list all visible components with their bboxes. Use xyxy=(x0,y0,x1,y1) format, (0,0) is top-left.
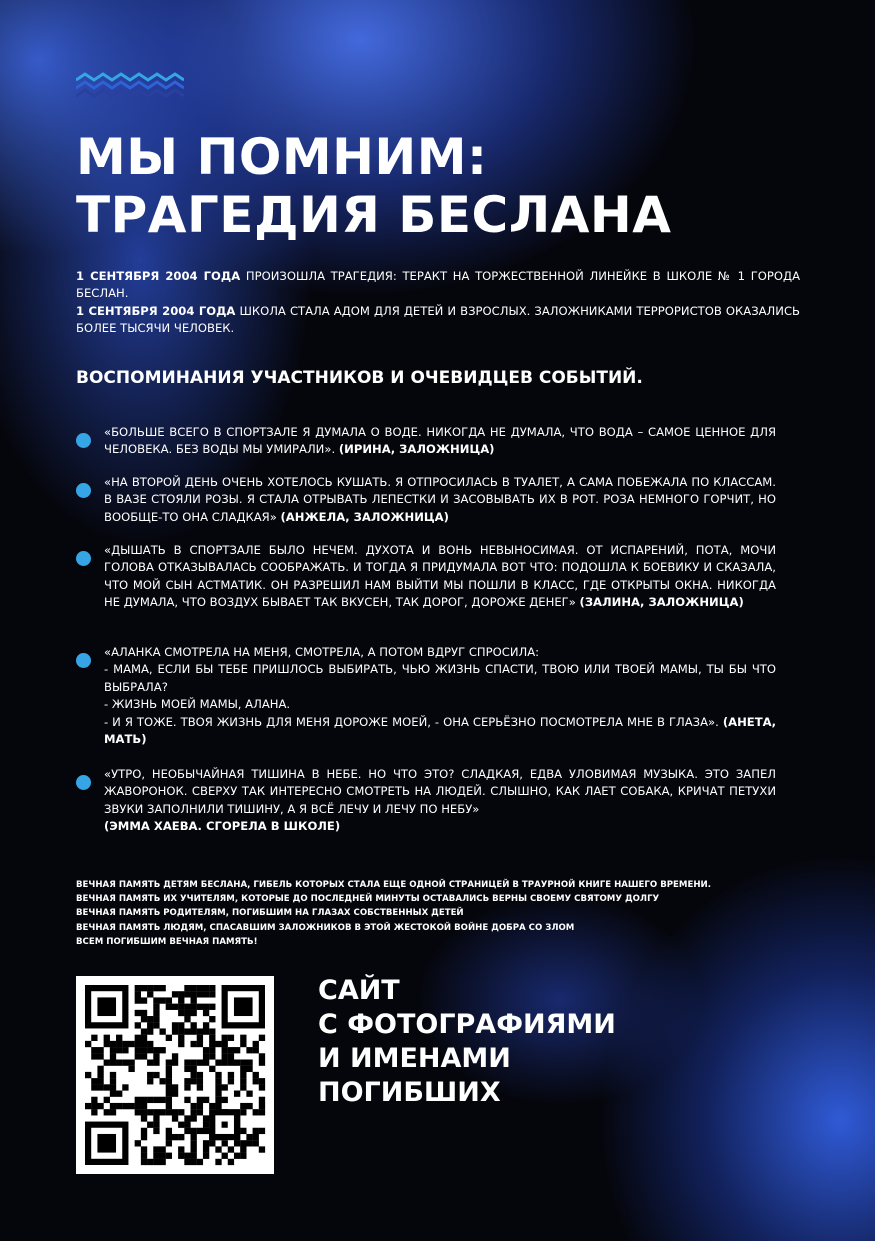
quote-item xyxy=(76,766,776,836)
bullet-dot-icon xyxy=(76,775,91,790)
intro-text-1: ПРОИЗОШЛА ТРАГЕДИЯ: ТЕРАКТ НА ТОРЖЕСТВЕННОЙ ЛИНЕЙКЕ В ШКОЛЕ № 1 ГОРОДА БЕСЛАН. xyxy=(76,269,801,301)
title-line-2: ТРАГЕДИЯ БЕСЛАНА xyxy=(76,186,672,244)
intro-text xyxy=(76,268,800,338)
memorial-line: ВЕЧНАЯ ПАМЯТЬ РОДИТЕЛЯМ, ПОГИБШИМ НА ГЛАЗАХ СОБСТВЕННЫХ ДЕТЕЙ xyxy=(76,908,464,919)
site-caption-line: ПОГИБШИХ xyxy=(318,1077,501,1108)
quote-text xyxy=(104,474,776,526)
quote-author: (АНЕТА, МАТЬ) xyxy=(104,714,776,747)
quote-text xyxy=(104,766,776,836)
bullet-dot-icon xyxy=(76,551,91,566)
quote-body: «БОЛЬШЕ ВСЕГО В СПОРТЗАЛЕ Я ДУМАЛА О ВОДЕ. НИКОГДА НЕ ДУМАЛА, ЧТО ВОДА – САМОЕ ЦЕННОЕ ДЛЯ ЧЕЛОВЕКА. БЕЗ ВОДЫ МЫ УМИРАЛИ». xyxy=(104,425,776,457)
page-title xyxy=(76,128,836,244)
quote-item xyxy=(76,474,776,526)
quote-text xyxy=(104,542,776,612)
intro-text-2: ШКОЛА СТАЛА АДОМ ДЛЯ ДЕТЕЙ И ВЗРОСЛЫХ. ЗАЛОЖНИКАМИ ТЕРРОРИСТОВ ОКАЗАЛИСЬ БОЛЕЕ ТЫСЯЧИ ЧЕЛОВЕК. xyxy=(76,303,800,336)
site-caption-line: И ИМЕНАМИ xyxy=(318,1043,511,1074)
quote-author: (ЗАЛИНА, ЗАЛОЖНИЦА) xyxy=(579,595,744,610)
memorial-line: ВЕЧНАЯ ПАМЯТЬ ДЕТЯМ БЕСЛАНА, ГИБЕЛЬ КОТОРЫХ СТАЛА ЕЩЕ ОДНОЙ СТРАНИЦЕЙ В ТРАУРНОЙ КНИГЕ НАШЕГО ВРЕМЕНИ. xyxy=(76,880,711,890)
memorial-lines xyxy=(76,878,816,949)
site-caption xyxy=(318,974,758,1110)
quote-author: (АНЖЕЛА, ЗАЛОЖНИЦА) xyxy=(280,509,449,524)
qr-code-graphic xyxy=(76,976,274,1174)
quote-item xyxy=(76,644,776,748)
quote-body: «НА ВТОРОЙ ДЕНЬ ОЧЕНЬ ХОТЕЛОСЬ КУШАТЬ. Я ОТПРОСИЛАСЬ В ТУАЛЕТ, А САМА ПОБЕЖАЛА ПО КЛАССАМ. В ВАЗЕ СТОЯЛИ РОЗЫ. Я СТАЛА ОТРЫВАТЬ ЛЕПЕСТКИ И ЗАСОВЫВАТЬ ИХ В РОТ. РОЗА НЕМНОГО ГОРЧИТ, НО ВООБЩЕ-ТО ОНА СЛАДКАЯ» xyxy=(104,475,776,524)
wave-logo-icon xyxy=(76,72,184,100)
quote-body: «УТРО, НЕОБЫЧАЙНАЯ ТИШИНА В НЕБЕ. НО ЧТО ЭТО? СЛАДКАЯ, ЕДВА УЛОВИМАЯ МУЗЫКА. ЭТО ЗАПЕЛ ЖАВОРОНОК. СВЕРХУ ТАК ИНТЕРЕСНО СМОТРЕТЬ НА ЛЮДЕЙ. СЛЫШНО, КАК ЛАЕТ СОБАКА, КРИЧАТ ПЕТУХИ ЗВУКИ ЗАПОЛНИЛИ ТИШИНУ, А Я ВСЁ ЛЕЧУ И ЛЕЧУ ПО НЕБУ» xyxy=(104,767,776,816)
quote-author: (ИРИНА, ЗАЛОЖНИЦА) xyxy=(338,442,495,457)
bullet-dot-icon xyxy=(76,653,91,668)
site-caption-line: С ФОТОГРАФИЯМИ xyxy=(318,1009,616,1040)
qr-code[interactable] xyxy=(76,976,274,1174)
quote-body: «ДЫШАТЬ В СПОРТЗАЛЕ БЫЛО НЕЧЕМ. ДУХОТА И ВОНЬ НЕВЫНОСИМАЯ. ОТ ИСПАРЕНИЙ, ПОТА, МОЧИ ГОЛОВА ОТКАЗЫВАЛАСЬ СООБРАЖАТЬ. И ТОГДА Я ПРИДУМАЛА ВОТ ЧТО: ПОДОШЛА К БОЕВИКУ И СКАЗАЛА, ЧТО МОЙ СЫН АСТМАТИК. ОН РАЗРЕШИЛ НАМ ВЫЙТИ МЫ ПОШЛИ В КЛАСС, ГДЕ ОТКРЫТЫ ОКНА. НИКОГДА НЕ ДУМАЛА, ЧТО ВОЗДУХ БЫВАЕТ ТАК ВКУСЕН, ТАК ДОРОГ, ДОРОЖЕ ДЕНЕГ» xyxy=(104,543,776,610)
quote-item xyxy=(76,424,776,459)
memorial-line: ВЕЧНАЯ ПАМЯТЬ ИХ УЧИТЕЛЯМ, КОТОРЫЕ ДО ПОСЛЕДНЕЙ МИНУТЫ ОСТАВАЛИСЬ ВЕРНЫ СВОЕМУ СВЯТОМУ ДОЛГУ xyxy=(76,894,660,905)
bullet-dot-icon xyxy=(76,433,91,448)
quote-item xyxy=(76,542,776,612)
quote-text xyxy=(104,644,776,748)
intro-paragraph-1 xyxy=(76,268,800,303)
quote-body: «АЛАНКА СМОТРЕЛА НА МЕНЯ, СМОТРЕЛА, А ПОТОМ ВДРУГ СПРОСИЛА: - МАМА, ЕСЛИ БЫ ТЕБЕ ПРИШЛОСЬ ВЫБИРАТЬ, ЧЬЮ ЖИЗНЬ СПАСТИ, ТВОЮ ИЛИ ТВОЕЙ МАМЫ, ТЫ БЫ ЧТО ВЫБРАЛА? - ЖИЗНЬ МОЕЙ МАМЫ, АЛАНА. - И Я ТОЖЕ. ТВОЯ ЖИЗНЬ ДЛЯ МЕНЯ ДОРОЖЕ МОЕЙ, - ОНА СЕРЬЁЗНО ПОСМОТРЕЛА МНЕ В ГЛАЗА». xyxy=(104,645,776,729)
intro-paragraph-2 xyxy=(76,303,800,338)
memorial-line: ВСЕМ ПОГИБШИМ ВЕЧНАЯ ПАМЯТЬ! xyxy=(76,936,258,947)
bullet-dot-icon xyxy=(76,483,91,498)
quote-text xyxy=(104,424,776,459)
section-heading: ВОСПОМИНАНИЯ УЧАСТНИКОВ И ОЧЕВИДЦЕВ СОБЫТИЙ. xyxy=(76,368,643,388)
quote-author: (ЭММА ХАЕВА. СГОРЕЛА В ШКОЛЕ) xyxy=(104,819,341,834)
title-line-1: МЫ ПОМНИМ: xyxy=(76,128,488,186)
memorial-line: ВЕЧНАЯ ПАМЯТЬ ЛЮДЯМ, СПАСАВШИМ ЗАЛОЖНИКОВ В ЭТОЙ ЖЕСТОКОЙ ВОЙНЕ ДОБРА СО ЗЛОМ xyxy=(76,922,575,933)
intro-date-1: 1 СЕНТЯБРЯ 2004 ГОДА xyxy=(76,269,241,283)
intro-date-2: 1 СЕНТЯБРЯ 2004 ГОДА xyxy=(76,303,236,318)
site-caption-line: САЙТ xyxy=(318,975,400,1006)
